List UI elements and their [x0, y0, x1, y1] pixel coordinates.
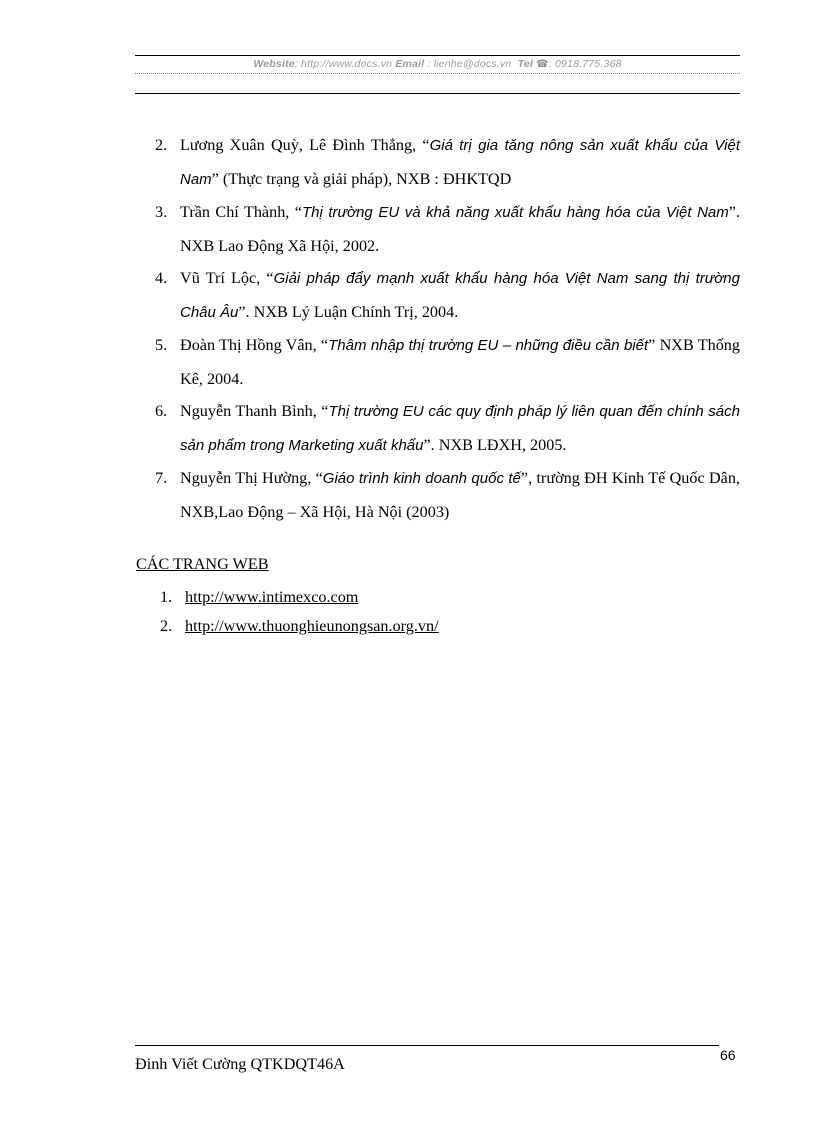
reference-item — [135, 129, 740, 196]
reference-publisher: ”. NXB Lao Động Xã Hội, 2002. — [180, 203, 740, 255]
reference-publisher: ” (Thực trạng và giải pháp), NXB : ĐHKTQD — [211, 169, 512, 188]
page-header — [135, 55, 740, 94]
reference-author: Nguyễn Thanh Bình, “ — [180, 402, 329, 420]
page-number: 66 — [720, 1047, 736, 1063]
reference-publisher: ”. NXB Lý Luận Chính Trị, 2004. — [238, 302, 459, 321]
reference-number: 4. — [155, 269, 168, 287]
reference-publisher: ”, trường ĐH Kinh Tế Quốc Dân, NXB,Lao Động – Xã Hội, Hà Nội (2003) — [180, 469, 740, 521]
website-list — [136, 583, 439, 641]
reference-item — [135, 395, 740, 462]
tel-value: : 0918.775.368 — [548, 58, 622, 70]
reference-item — [135, 462, 740, 528]
email-value: : lienhe@docs.vn — [427, 58, 512, 70]
reference-number: 6. — [155, 402, 168, 420]
page-footer — [135, 1045, 719, 1074]
reference-number: 7. — [155, 469, 168, 487]
tel-label: Tel — [517, 58, 533, 70]
reference-title: Giá trị gia tăng nông sản xuất khẩu của Việt Nam — [180, 137, 741, 188]
reference-list — [135, 129, 740, 528]
website-label: Website — [253, 58, 295, 70]
website-value: : http://www.docs.vn — [294, 58, 393, 70]
websites-heading: CÁC TRANG WEB — [136, 555, 269, 573]
header-contact-info — [135, 56, 740, 73]
reference-author: Đoàn Thị Hồng Vân, “ — [180, 336, 329, 354]
reference-title: Giáo trình kinh doanh quốc tế — [322, 470, 521, 487]
reference-number: 3. — [155, 203, 168, 221]
reference-item — [135, 262, 740, 329]
reference-author: Trần Chí Thành, “ — [180, 203, 302, 221]
website-item — [136, 612, 439, 641]
website-link-intimexco[interactable]: http://www.intimexco.com — [185, 588, 359, 606]
reference-number: 2. — [155, 136, 168, 154]
header-dotted-rule — [135, 73, 740, 74]
reference-publisher: ” NXB Thống Kê, 2004. — [180, 336, 740, 388]
reference-title: Thâm nhập thị trường EU – những điều cần biết — [328, 337, 649, 354]
reference-publisher: ”. NXB LĐXH, 2005. — [423, 435, 567, 454]
website-link-thuonghieunongsan[interactable]: http://www.thuonghieunongsan.org.vn/ — [185, 617, 439, 635]
phone-icon: ☎ — [536, 59, 549, 70]
email-label: Email — [395, 58, 425, 70]
reference-item — [135, 329, 740, 395]
reference-author: Lương Xuân Quỳ, Lê Đình Thắng, “ — [180, 136, 430, 154]
website-number: 2. — [160, 617, 173, 635]
footer-author: Đinh Viết Cường QTKDQT46A — [135, 1055, 345, 1073]
reference-title: Thị trường EU các quy định pháp lý liên quan đến chính sách sản phẩm trong Marketing xuất khẩu — [180, 403, 740, 454]
website-item — [136, 583, 439, 612]
reference-number: 5. — [155, 336, 168, 354]
reference-title: Giải pháp đẩy mạnh xuất khẩu hàng hóa Việt Nam sang thị trường Châu Âu — [180, 270, 740, 321]
header-bottom-rule — [135, 93, 740, 94]
reference-author: Vũ Trí Lộc, “ — [180, 269, 274, 287]
website-number: 1. — [160, 588, 173, 606]
reference-title: Thị trường EU và khả năng xuất khẩu hàng hóa của Việt Nam — [301, 204, 729, 221]
footer-rule — [135, 1045, 719, 1046]
reference-author: Nguyễn Thị Hường, “ — [180, 469, 323, 487]
reference-item — [135, 196, 740, 262]
